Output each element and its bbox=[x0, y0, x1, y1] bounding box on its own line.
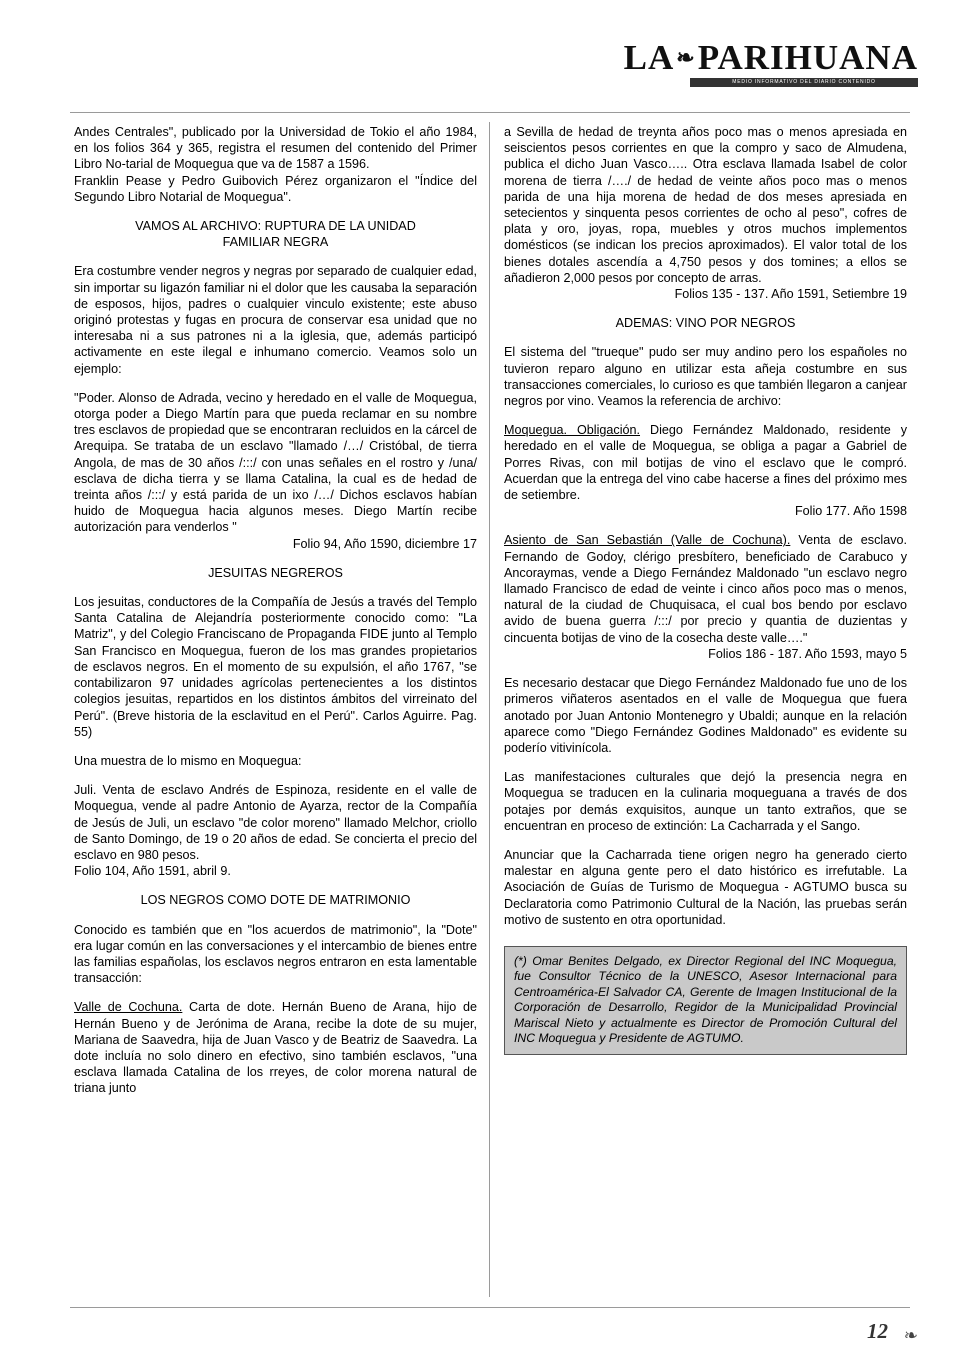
paragraph-text: Diego Fernández Maldonado, residente y heredado en el valle de Moquegua, se obliga a pagar a Gabriel de Porres Rivas, con mil botijas de vino el esclavo que le compró. Acuerdan que la entrega del vino cabe hacerse a fines del próximo mes de setiembre. bbox=[504, 423, 907, 503]
citation: Folio 104, Año 1591, abril 9. bbox=[74, 864, 231, 879]
section-heading-line2: FAMILIAR NEGRA bbox=[222, 235, 329, 250]
paragraph: a Sevilla de hedad de treynta años poco mas o menos apresiada en seiscientos pesos corrientes en que la compro y saco de Almudena, publica el dicho Juan Vasco….. Otra esclava llamada Isabel de color morena de tierra /…./ de hedad de veinte años poco mas o menos parida de una hija morena de hedad de dos meses apresiada en setecientos y sinquenta pesos corrientes de ocho al peso", cofres de plata y oro, joyas, ropa, muebles y otros muchos implementos domésticos (se indican los precios aproximados). El valor total de los bienes dotales ascendía a 4,750 pesos y dos tomines; a ellos se añadieron 2,000 pesos por concepto de arras. bbox=[504, 125, 907, 285]
citation: Folio 94, Año 1590, diciembre 17 bbox=[292, 536, 477, 551]
page-number: 12 bbox=[867, 1319, 888, 1343]
paragraph: Era costumbre vender negros y negras por separado de cualquier edad, sin importar su ligazón familiar ni el dolor que les causaba la separación de esposos, hijos, padres o cualquier vinculo existente; este abuso originó protestas y fugas en procura de conservar esa unidad que no interesaba ni a sus patrones ni a la iglesia, que, además participó activamente en este ilegal e inhumano comercio. Veamos solo un ejemplo: bbox=[74, 264, 477, 376]
header-divider bbox=[70, 112, 910, 113]
section-heading bbox=[74, 218, 477, 250]
citation: Folio 177. Año 1598 bbox=[794, 504, 907, 519]
footer-divider bbox=[70, 1307, 910, 1308]
footnote-box bbox=[504, 946, 907, 1055]
column-divider bbox=[489, 122, 490, 1297]
masthead-title bbox=[624, 40, 918, 75]
paragraph: "Poder. Alonso de Adrada, vecino y heredado en el valle de Moquegua, otorga poder a Diego Martín para que pueda reclamar en su nombre tres esclavos de propiedad que se encontraran recluidos en la cárcel de Arequipa. Se trataba de un esclavo "llamado /…/ Cristóbal, de tierra Angola, de mas de 30 años /:::/ con unas señales en el rostro y /una/ esclava de dicha tierra y se llama Catalina, la cual es de hedad de treinta años /:::/ y está parida de un ixo /…/ Dichos esclavos habían huido de Moquegua hacia algunos meses. Diego Martín recibe autorización para venderlos " bbox=[74, 390, 477, 535]
paragraph-text: Venta de esclavo. Fernando de Godoy, clérigo presbítero, beneficiado de Carabuco y Ancoraymas, vende a Diego Fernández Maldonado "un esclavo negro llamado Francisco de edad de veinte i cinco años poco mas o menos, natural de la ciudad de Chuquisaca, el cual bos bendo por esclavo avido de buena guerra /:::/ por precio y quantia de duzientas y cincuenta botijas de vino de la cosecha deste valle…." bbox=[504, 533, 908, 645]
paragraph: Las manifestaciones culturales que dejó la presencia negra en Moquegua se traducen en la culinaria moqueguana a través de dos potajes por demás exquisitos, aunque un tanto extraños, que se encuentran en proceso de extinción: La Cacharrada y el Sango. bbox=[504, 770, 907, 833]
paragraph bbox=[504, 532, 907, 645]
paragraph-text: Carta de dote. Hernán Bueno de Arana, hijo de Hernán Bueno y de Jerónima de Arana, recibe la dote de su mujer, Mariana de Saavedra, hija de Juan Vasco y de Beatriz de Saavedra. La dote incluía no solo dinero en efectivo, sino también esclavos, "una esclava llamada Catalina de los rreyes, de color morena natural de triana junto bbox=[74, 1000, 477, 1096]
paragraph: Una muestra de lo mismo en Moquegua: bbox=[74, 753, 302, 768]
record-title: Asiento de San Sebastián (Valle de Cochuna). bbox=[504, 533, 791, 548]
masthead bbox=[624, 40, 918, 87]
section-heading: ADEMAS: VINO POR NEGROS bbox=[615, 316, 796, 331]
section-heading: JESUITAS NEGREROS bbox=[208, 565, 343, 580]
citation: Folios 135 - 137. Año 1591, Setiembre 19 bbox=[674, 287, 907, 302]
paragraph bbox=[504, 422, 907, 503]
flamingo-icon: ❧ bbox=[903, 1326, 918, 1345]
paragraph: Juli. Venta de esclavo Andrés de Espinoza, residente en el valle de Moquegua, vende al padre Antonio de Ayarza, rector de la Compañía de Jesús de Juli, un esclavo "de color moreno" llamado Melchor, criollo de Santo Domingo, de 19 o 20 años de edad. Se concierta el precio del esclavo en 980 pesos. bbox=[74, 783, 477, 862]
paragraph: Los jesuitas, conductores de la Compañía de Jesús a través del Templo Santa Catalina de Alejandría posteriormente conocido como: "La Matriz", y del Colegio Franciscano de Propaganda FIDE junto al Templo San Francisco en Moquegua, fueron de los mas grandes propietarios de esclavos negros. En el momento de su expulsión, el año 1767, "se contabilizaron 97 unidades agrícolas pertenecientes a los distintos colegios jesuitas, repartidos en los distintos ámbitos del virreinato del Perú". (Breve historia de la esclavitud en el Perú". Carlos Aguirre. Pag. 55) bbox=[74, 595, 477, 739]
section-heading-line1: VAMOS AL ARCHIVO: RUPTURA DE LA UNIDAD bbox=[135, 219, 416, 234]
right-column bbox=[504, 124, 907, 1055]
paragraph: Franklin Pease y Pedro Guibovich Pérez organizaron el "Índice del Segundo Libro Notarial de Moquegua". bbox=[74, 173, 477, 204]
paragraph: El sistema del "trueque" pudo ser muy andino pero los españoles no tuvieron reparo alguno en utilizar esta añeja costumbre en sus transacciones comerciales, lo curioso es que también llegaron a canjear negros por vino. Veamos la referencia de archivo: bbox=[504, 345, 907, 409]
masthead-subtitle: MEDIO INFORMATIVO DEL DIARIO CONTENIDO bbox=[690, 78, 918, 87]
left-column bbox=[74, 124, 477, 1097]
paragraph: Conocido es también que en "los acuerdos de matrimonio", la "Dote" era lugar común en las conversaciones y el intercambio de bienes entre las familias españolas, los esclavos negros entraron en esta lamentable transacción: bbox=[74, 922, 477, 986]
flamingo-icon: ❧ bbox=[676, 45, 696, 70]
place-name: Valle de Cochuna. bbox=[74, 1000, 183, 1015]
record-title: Moquegua. Obligación. bbox=[504, 423, 641, 438]
masthead-title-part1: LA bbox=[623, 38, 675, 77]
masthead-title-part2: PARIHUANA bbox=[697, 38, 918, 77]
paragraph: Andes Centrales", publicado por la Universidad de Tokio el año 1984, en los folios 364 y 365, registra el resumen del contenido del Primer Libro No-tarial de Moquegua que va de 1587 a 1596. bbox=[74, 125, 477, 172]
paragraph: Es necesario destacar que Diego Fernández Maldonado fue uno de los primeros viñateros asentados en el valle de Moquegua que fuera anotado por Juan Antonio Montenegro y Ubaldi; aunque en la relación aparece como "Diego Fernández Godines Maldonado" es evidente su poderío vitivinícola. bbox=[504, 676, 907, 755]
citation: Folios 186 - 187. Año 1593, mayo 5 bbox=[708, 646, 907, 661]
paragraph: Anunciar que la Cacharrada tiene origen negro ha generado cierto malestar en alguna gente pero el dato histórico es irrefutable. La Asociación de Guías de Turismo de Moquegua - AGTUMO busca su Declaratoria como Patrimonio Cultural de la Nación, las pruebas serán motivo de sustento en otra oportunidad. bbox=[504, 847, 907, 927]
section-heading: LOS NEGROS COMO DOTE DE MATRIMONIO bbox=[140, 893, 411, 908]
footnote-text: (*) Omar Benites Delgado, ex Director Regional del INC Moquegua, fue Consultor Técnico de la UNESCO, Asesor Internacional para Centroamérica-El Salvador CA, Gerente de Imagen Institucional de la Corporación de Desarrollo, Regidor de la Municipalidad Provincial Mariscal Nieto y actualmente es Director de Promoción Cultural del INC Moquegua y Presidente de AGTUMO. bbox=[514, 953, 897, 1045]
paragraph bbox=[74, 999, 477, 1096]
